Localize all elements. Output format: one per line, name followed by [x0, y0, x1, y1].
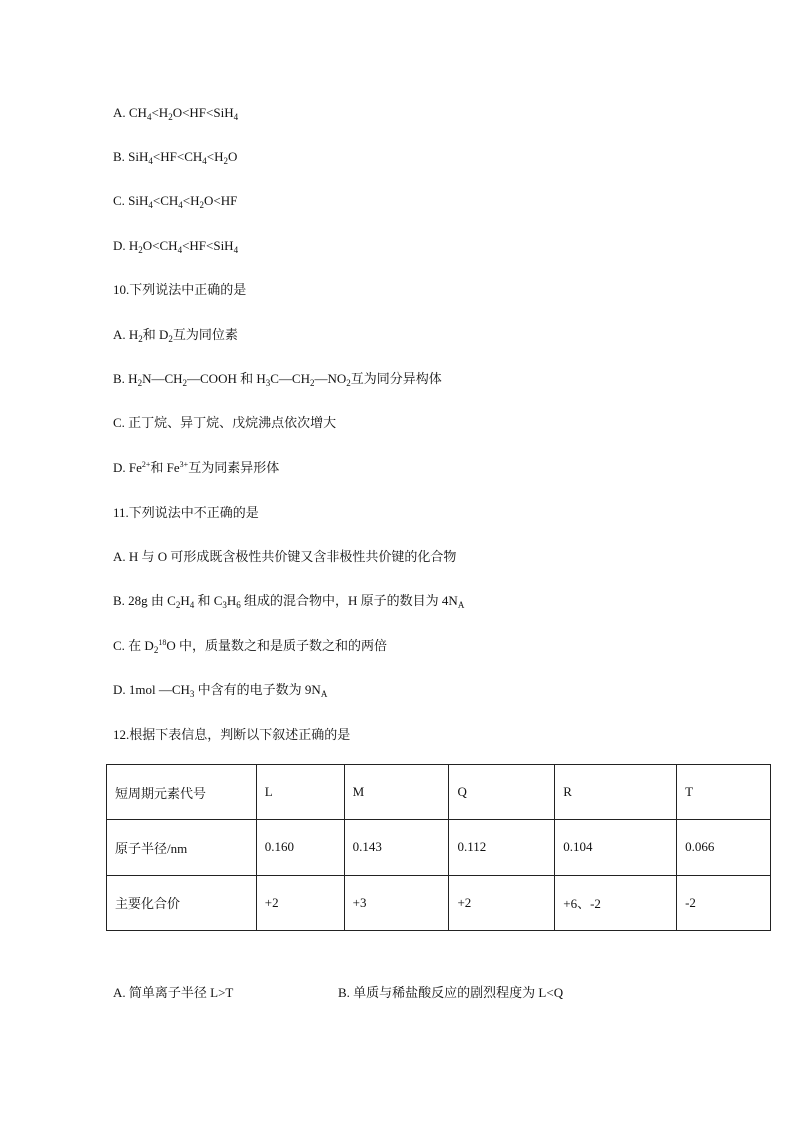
table-cell: T — [677, 765, 771, 820]
q10-option-b: B. $H_2N—CH_2—COOH$ 和 $H_3C—CH_2—NO_2$互为同分异构体 — [113, 371, 442, 388]
table-cell: +6、-2 — [555, 875, 677, 930]
q9-option-a: A. $CH_4<H_2O<HF<SiH_4$ — [113, 105, 239, 122]
table-cell: +3 — [344, 875, 449, 930]
table-cell: 0.066 — [677, 820, 771, 875]
q10-option-d: D. $Fe^{2+}$和 $Fe^{3+}$互为同素异形体 — [113, 460, 280, 475]
table-cell: 主要化合价 — [107, 875, 257, 930]
element-info-table — [106, 764, 771, 931]
q10-option-c: C. 正丁烷、异丁烷、戊烷沸点依次增大 — [113, 415, 337, 430]
table-cell: M — [344, 765, 449, 820]
q11-option-d: D. 1mol $—CH_3$ 中含有的电子数为 $9N_A$ — [113, 682, 328, 699]
table-cell: 原子半径/nm — [107, 820, 257, 875]
table-cell: -2 — [677, 875, 771, 930]
q9-option-b: B. $SiH_4<HF<CH_4<H_2O$ — [113, 149, 238, 166]
table-cell: +2 — [449, 875, 555, 930]
q11-stem: 11.下列说法中不正确的是 — [113, 505, 259, 520]
table-cell: L — [256, 765, 344, 820]
table-cell: 短周期元素代号 — [107, 765, 257, 820]
q11-option-a: A. H 与 O 可形成既含极性共价键又含非极性共价键的化合物 — [113, 549, 457, 564]
q10-option-a: A. $H_2$和 $D_2$互为同位素 — [113, 327, 238, 344]
q12-stem: 12.根据下表信息，判断以下叙述正确的是 — [113, 727, 351, 742]
q9-option-c: C. $SiH_4<CH_4<H_2O<HF$ — [113, 193, 238, 210]
table-cell: 0.143 — [344, 820, 449, 875]
table-cell: +2 — [256, 875, 344, 930]
q10-stem: 10.下列说法中正确的是 — [113, 282, 247, 297]
q11-option-b: B. 28g 由 $C_2H_4$ 和 $C_3H_6$ 组成的混合物中，H 原子的数目为 $4N_A$ — [113, 593, 465, 610]
table-row — [107, 875, 771, 930]
q12-option-a: A. 简单离子半径 L>T — [113, 985, 234, 1000]
table-row — [107, 820, 771, 875]
table-cell: 0.104 — [555, 820, 677, 875]
table-row — [107, 765, 771, 820]
table-cell: R — [555, 765, 677, 820]
table-cell: 0.112 — [449, 820, 555, 875]
table-cell: 0.160 — [256, 820, 344, 875]
q12-option-b: B. 单质与稀盐酸反应的剧烈程度为 L<Q — [338, 985, 564, 1000]
q9-option-d: D. $H_2O<CH_4<HF<SiH_4$ — [113, 238, 239, 255]
table-cell: Q — [449, 765, 555, 820]
q11-option-c: C. 在 $D_2^{18}O$ 中，质量数之和是质子数之和的两倍 — [113, 638, 387, 655]
